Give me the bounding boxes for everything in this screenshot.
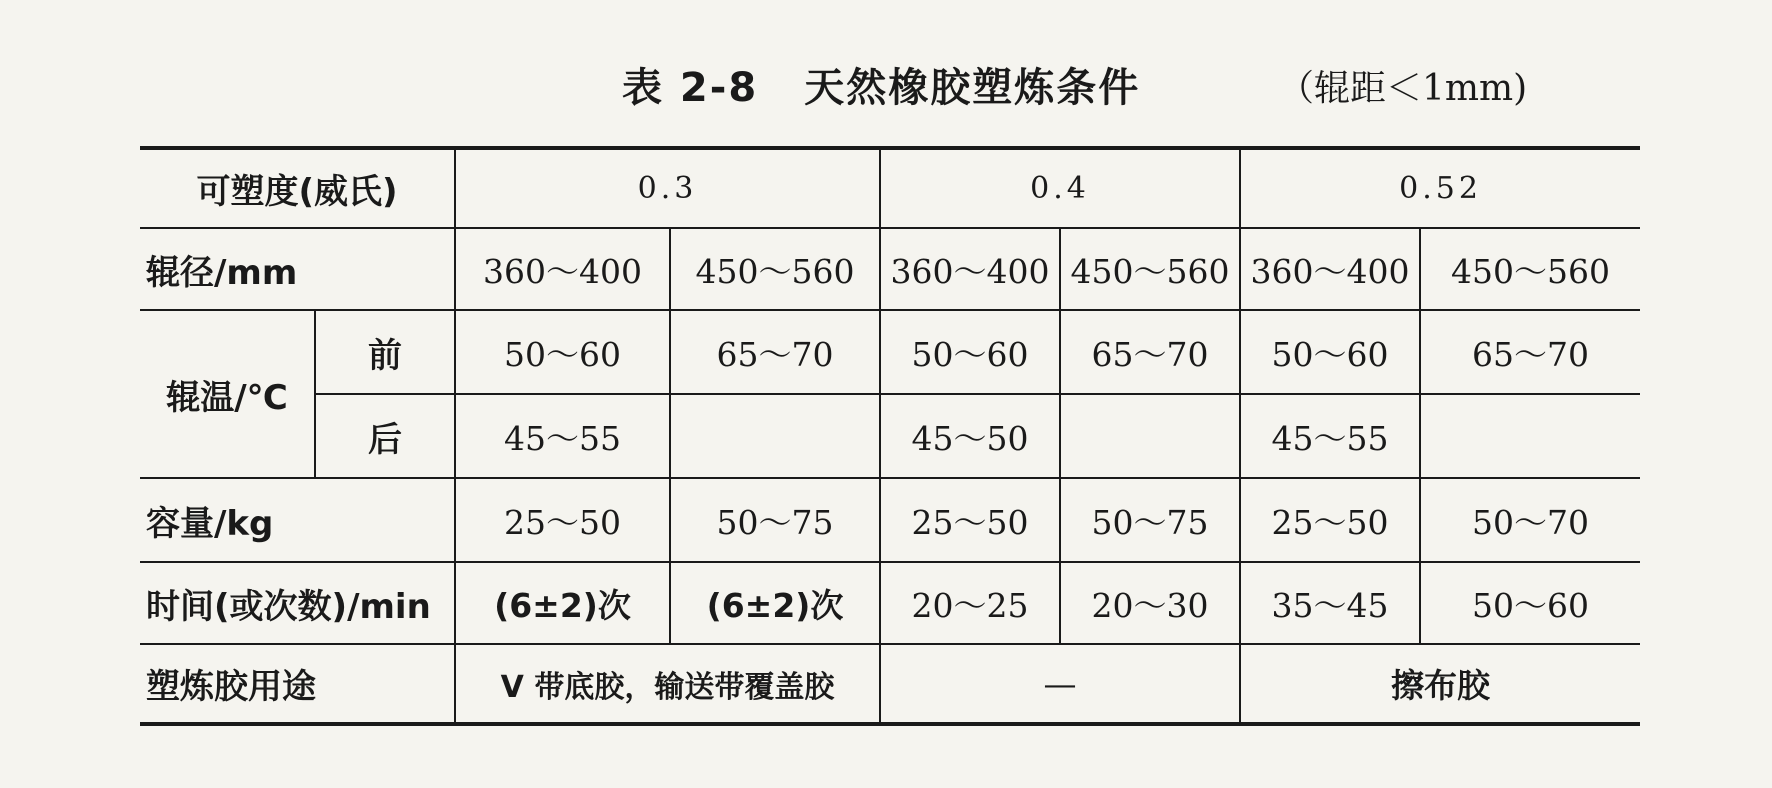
time-row [140, 562, 1640, 644]
capacity-label: 容量/kg [140, 478, 455, 562]
table-cell: 45～55 [1240, 394, 1420, 478]
roll-diameter-label: 辊径/mm [140, 228, 455, 310]
table-cell: 360～400 [880, 228, 1060, 310]
table-cell: 450～560 [1060, 228, 1240, 310]
table-cell: 20～30 [1060, 562, 1240, 644]
table-cell: 65～70 [1060, 310, 1240, 394]
usage-value: — [880, 644, 1240, 724]
table-cell [670, 394, 880, 478]
table-cell: (6±2)次 [455, 562, 670, 644]
table-cell: 35～45 [1240, 562, 1420, 644]
roll-temp-label: 辊温/℃ [140, 310, 315, 478]
roll-temp-front-label: 前 [315, 310, 455, 394]
roll-temp-front-row [140, 310, 1640, 394]
table-title [622, 56, 1140, 113]
table-cell: 50～60 [455, 310, 670, 394]
roll-diameter-row [140, 228, 1640, 310]
plasticity-value: 0.4 [880, 148, 1240, 228]
table-cell [1420, 394, 1640, 478]
roll-temp-back-row [140, 394, 1640, 478]
table-cell: 65～70 [670, 310, 880, 394]
usage-row [140, 644, 1640, 724]
table-cell: 50～60 [1420, 562, 1640, 644]
plasticity-label: 可塑度(威氏) [140, 148, 455, 228]
usage-label: 塑炼胶用途 [140, 644, 455, 724]
table-cell: 25～50 [880, 478, 1060, 562]
table-note: （辊距＜1mm) [1278, 68, 1528, 109]
capacity-row [140, 478, 1640, 562]
plasticity-value: 0.3 [455, 148, 880, 228]
rubber-plastication-table [140, 146, 1640, 726]
time-label: 时间(或次数)/min [140, 562, 455, 644]
table-cell: 25～50 [1240, 478, 1420, 562]
table-cell: 450～560 [1420, 228, 1640, 310]
plasticity-value: 0.52 [1240, 148, 1640, 228]
table-cell [1060, 394, 1240, 478]
table-cell: 50～75 [1060, 478, 1240, 562]
table-cell: 45～50 [880, 394, 1060, 478]
table-cell: 450～560 [670, 228, 880, 310]
roll-temp-back-label: 后 [315, 394, 455, 478]
table-cell: 45～55 [455, 394, 670, 478]
table-cell: 65～70 [1420, 310, 1640, 394]
usage-value: 擦布胶 [1240, 644, 1640, 724]
table-cell: 360～400 [1240, 228, 1420, 310]
table-cell: 50～70 [1420, 478, 1640, 562]
table-caption [0, 56, 1772, 116]
table-cell: 50～75 [670, 478, 880, 562]
table-cell: 20～25 [880, 562, 1060, 644]
usage-value: V 带底胶，输送带覆盖胶 [455, 644, 880, 724]
table-cell: 50～60 [880, 310, 1060, 394]
table-cell: 25～50 [455, 478, 670, 562]
table-cell: 360～400 [455, 228, 670, 310]
table-cell: (6±2)次 [670, 562, 880, 644]
table-name: 天然橡胶塑炼条件 [804, 65, 1141, 111]
plasticity-row [140, 148, 1640, 228]
table-cell: 50～60 [1240, 310, 1420, 394]
table-number: 表 2-8 [622, 65, 759, 111]
